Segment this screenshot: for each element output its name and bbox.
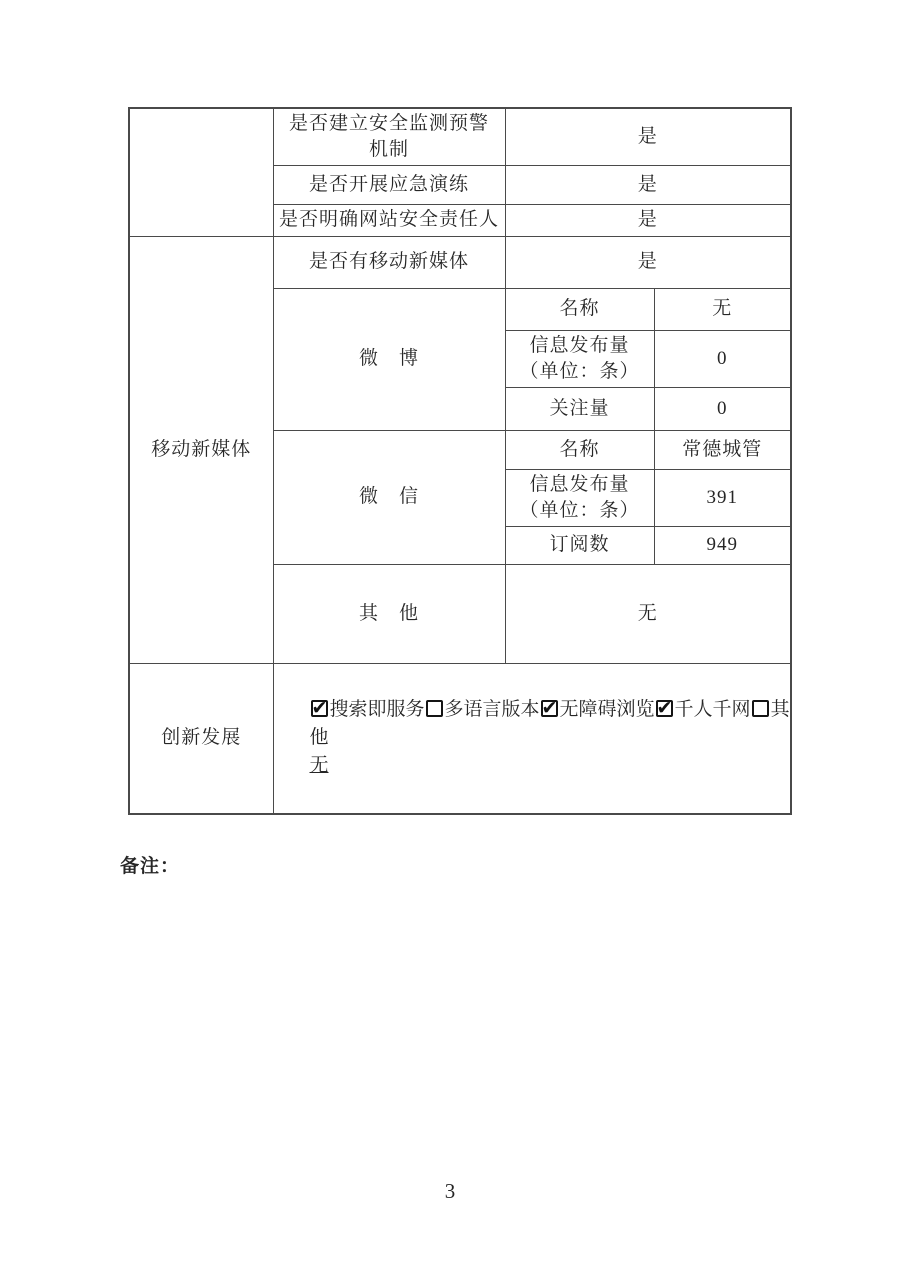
page-number: 3 [444, 1179, 456, 1203]
government-website-report-table [128, 107, 792, 815]
table-row [129, 236, 791, 288]
sub-label-line: 信息发布量 [529, 334, 630, 356]
innovation-content-cell [273, 663, 791, 814]
sub-label-cell [505, 330, 654, 387]
checkbox-label: 搜索即服务 [329, 699, 425, 721]
checkbox-label: 无障碍浏览 [559, 699, 655, 721]
checkbox-qianren-qianwang-icon [656, 700, 673, 717]
platform-wechat-cell: 微 信 [273, 430, 505, 564]
row-value-cell: 是 [505, 204, 791, 236]
sub-label-cell: 名称 [505, 288, 654, 330]
remarks-label: 备注： [120, 856, 181, 877]
sub-label-cell: 订阅数 [505, 526, 654, 564]
checkbox-other-icon [752, 700, 769, 717]
row-value-cell: 是 [505, 165, 791, 204]
sub-value-cell: 0 [654, 387, 791, 430]
row-value-cell: 是 [505, 236, 791, 288]
row-label-cell: 是否明确网站安全责任人 [273, 204, 505, 236]
sub-value-cell: 391 [654, 469, 791, 526]
table-row [129, 663, 791, 814]
checkbox-label: 多语言版本 [444, 699, 540, 721]
row-label-cell [273, 108, 505, 165]
sub-label-cell: 关注量 [505, 387, 654, 430]
sub-value-cell: 0 [654, 330, 791, 387]
row-label-cell: 是否有移动新媒体 [273, 236, 505, 288]
sub-label-line: （单位：条） [519, 499, 640, 521]
sub-value-cell: 无 [654, 288, 791, 330]
checkbox-search-as-service-icon [311, 700, 328, 717]
sub-label-line: （单位：条） [519, 360, 640, 382]
sub-label-cell [505, 469, 654, 526]
innovation-other-value: 无 [309, 755, 329, 777]
section-innovation-cell: 创新发展 [129, 663, 273, 814]
table-row [129, 108, 791, 165]
row-label-line: 机制 [368, 138, 409, 160]
sub-label-line: 信息发布量 [529, 473, 630, 495]
row-label-line: 是否建立安全监测预警 [288, 112, 489, 134]
row-value-cell: 无 [505, 564, 791, 663]
sub-label-cell: 名称 [505, 430, 654, 469]
platform-weibo-cell: 微 博 [273, 288, 505, 430]
section-empty-cell [129, 108, 273, 236]
platform-other-cell: 其 他 [273, 564, 505, 663]
innovation-options-line [310, 696, 791, 752]
checkbox-label: 千人千网 [674, 699, 751, 721]
checkbox-multilanguage-icon [426, 700, 443, 717]
checkbox-label: 其他 [309, 699, 790, 749]
section-mobile-media-cell: 移动新媒体 [129, 236, 273, 663]
sub-value-cell: 949 [654, 526, 791, 564]
sub-value-cell: 常德城管 [654, 430, 791, 469]
checkbox-accessibility-icon [541, 700, 558, 717]
row-value-cell: 是 [505, 108, 791, 165]
row-label-cell: 是否开展应急演练 [273, 165, 505, 204]
